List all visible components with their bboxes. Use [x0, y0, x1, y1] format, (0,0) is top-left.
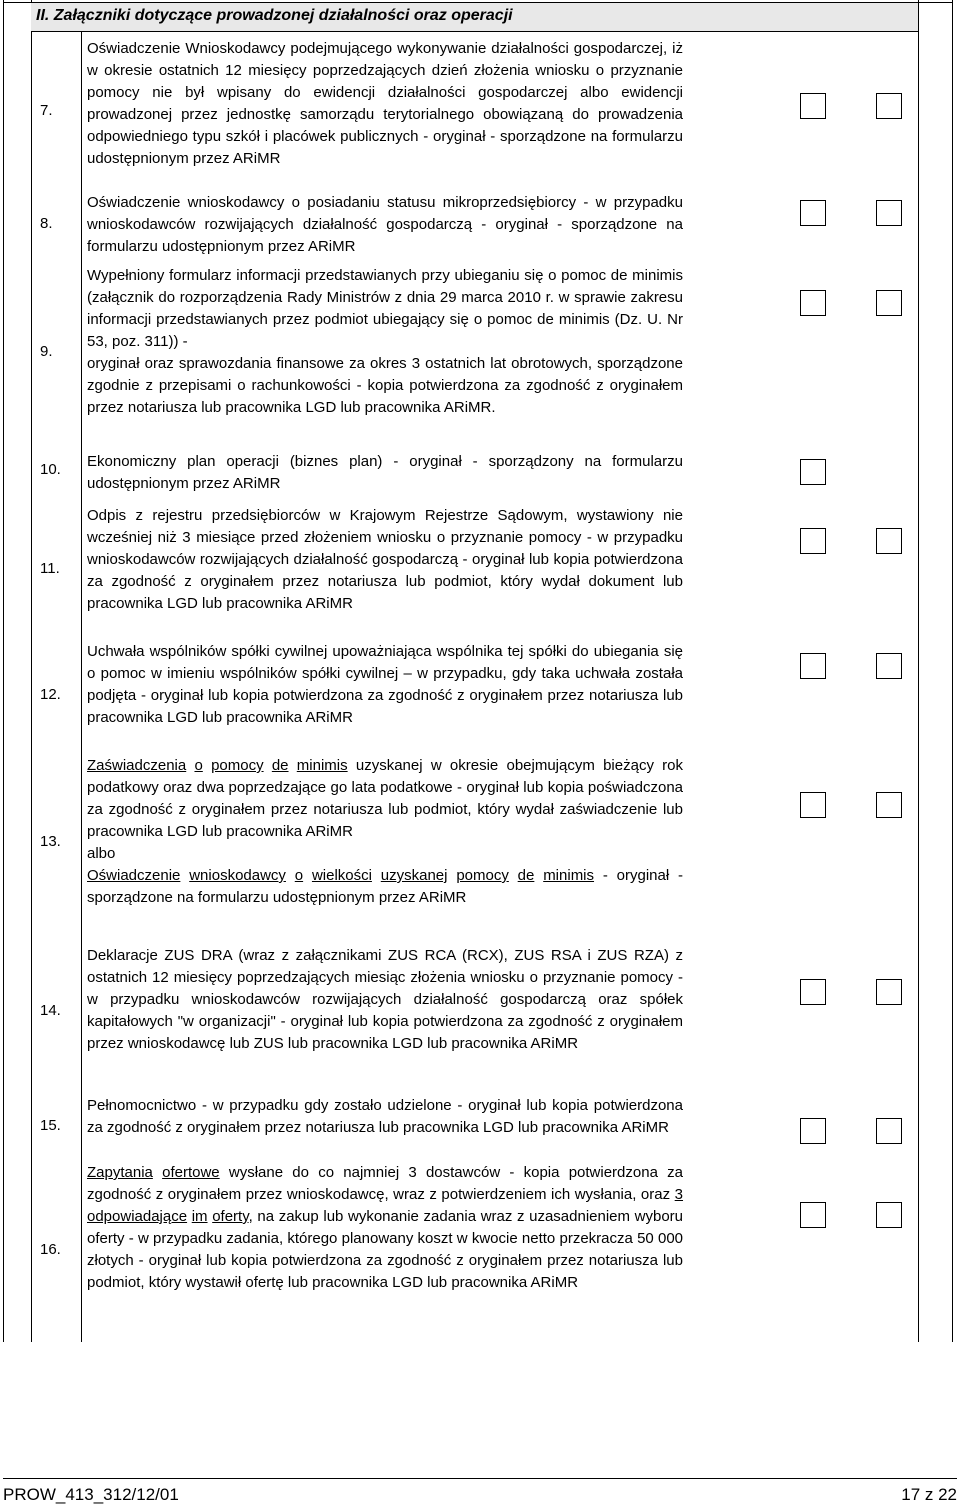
- checkbox[interactable]: [800, 528, 826, 554]
- item-15-text: Pełnomocnictwo - w przypadku gdy zostało udzielone - oryginał lub kopia potwierdzona za zgodność z oryginałem przez notariusza lub pracownika LGD lub pracownika ARiMR: [87, 1097, 683, 1136]
- item-16-text-part-a: wysłane do co najmniej 3 dostawców - kopia potwierdzona za zgodność z oryginałem przez wnioskodawcę, wraz z potwierdzeniem ich wysłania, oraz: [87, 1164, 683, 1203]
- underlined-word: im: [191, 1208, 208, 1225]
- table-border-left: [3, 0, 4, 1342]
- underlined-word: oferty: [212, 1208, 249, 1225]
- item-13-text-part-a: [87, 755, 683, 843]
- underlined-word: pomocy: [211, 757, 264, 774]
- checkbox[interactable]: [800, 1202, 826, 1228]
- item-9-text: [87, 265, 683, 419]
- table-column-divider: [81, 31, 82, 1342]
- item-number: 14.: [40, 1002, 61, 1019]
- item-11-text: Odpis z rejestru przedsiębiorców w Krajowym Rejestrze Sądowym, wystawiony nie wcześniej niż 3 miesiące przed złożeniem wniosku o przyznanie pomocy - w przypadku wnioskodawców rozwijających działalność gospodarczą - oryginał lub kopia potwierdzona za zgodność z oryginałem przez notariusza lub podmiot, który wydał dokument lub pracownika LGD lub pracownika ARiMR: [87, 507, 683, 612]
- checkbox[interactable]: [876, 528, 902, 554]
- checkbox[interactable]: [800, 290, 826, 316]
- item-number: 13.: [40, 833, 61, 850]
- item-9-text-part-b: oryginał oraz sprawozdania finansowe za okres 3 ostatnich lat obrotowych, sporządzone zgodnie z przepisami o rachunkowości - kopia potwierdzona za zgodność z oryginałem przez notariusza lub pracownika LGD lub pracownika ARiMR.: [87, 355, 683, 416]
- item-13-albo: albo: [87, 845, 116, 862]
- item-number: 8.: [40, 215, 53, 232]
- item-number: 11.: [40, 560, 60, 577]
- checkbox[interactable]: [876, 93, 902, 119]
- underlined-word: odpowiadające: [87, 1208, 188, 1225]
- item-16-text-body: [87, 1162, 683, 1294]
- item-14-text: Deklaracje ZUS DRA (wraz z załącznikami ZUS RCA (RCX), ZUS RSA i ZUS RZA) z ostatnich 12 miesięcy poprzedzających miesiąc złożenia wniosku o przyznanie pomocy - w przypadku wnioskodawców rozwijających działalność gospodarczą oraz spółek kapitałowych "w organizacji" - oryginał lub kopia potwierdzona za zgodność z oryginałem przez wnioskodawcę lub ZUS lub pracownika LGD lub pracownika ARiMR: [87, 947, 683, 1052]
- underlined-word: uzyskanej: [380, 867, 448, 884]
- document-code: PROW_413_312/12/01: [3, 1485, 179, 1504]
- underlined-word: 3: [674, 1186, 684, 1203]
- item-number: 9.: [40, 343, 53, 360]
- checkbox[interactable]: [800, 653, 826, 679]
- item-number: 7.: [40, 102, 53, 119]
- checkbox[interactable]: [876, 1118, 902, 1144]
- page-number: 17 z 22: [901, 1485, 957, 1504]
- underlined-word: o: [194, 757, 203, 774]
- underlined-word: Zaświadczenia: [87, 757, 187, 774]
- table-border-right: [952, 0, 953, 1342]
- header-bottom-border: [31, 31, 919, 32]
- item-16-text-part-b: , na zakup lub wykonanie zadania wraz z uzasadnieniem wyboru oferty - w przypadku zadania, którego planowany koszt w kwocie netto przekracza 50 000 złotych - oryginał lub kopia potwierdzona za zgodność z oryginałem przez notariusza lub podmiot, który wystawił ofertę lub pracownika LGD lub pracownika ARiMR: [87, 1208, 684, 1291]
- item-number: 12.: [40, 686, 61, 703]
- item-number: 10.: [40, 461, 61, 478]
- underlined-word: Zapytania: [87, 1164, 153, 1181]
- checkbox[interactable]: [800, 792, 826, 818]
- checkbox[interactable]: [876, 792, 902, 818]
- footer-rule: [3, 1478, 957, 1479]
- table-column-divider: [918, 0, 919, 1342]
- underlined-word: minimis: [296, 757, 348, 774]
- section-title: II. Załączniki dotyczące prowadzonej działalności oraz operacji: [36, 7, 513, 24]
- table-border-left-inner: [31, 0, 32, 1342]
- underlined-word: de: [517, 867, 535, 884]
- item-number: 15.: [40, 1117, 61, 1134]
- checkbox[interactable]: [876, 979, 902, 1005]
- underlined-word: de: [271, 757, 289, 774]
- checkbox[interactable]: [800, 459, 826, 485]
- item-12-text: Uchwała wspólników spółki cywilnej upoważniająca wspólnika tej spółki do ubiegania się o pomoc w imieniu wspólników spółki cywilnej – w przypadku, gdy taka uchwała została podjęta - oryginał lub kopia potwierdzona za zgodność z oryginałem przez notariusza lub pracownika LGD lub pracownika ARiMR: [87, 643, 683, 726]
- checkbox[interactable]: [800, 979, 826, 1005]
- underlined-word: o: [294, 867, 304, 884]
- item-10-text: Ekonomiczny plan operacji (biznes plan) - oryginał - sporządzony na formularzu udostępnionym przez ARiMR: [87, 453, 683, 492]
- item-16-text: [87, 1162, 683, 1294]
- checkbox[interactable]: [876, 200, 902, 226]
- item-13-text-part-b: [87, 865, 683, 909]
- checkbox[interactable]: [800, 93, 826, 119]
- underlined-word: Oświadczenie: [87, 867, 181, 884]
- item-number: 16.: [40, 1241, 61, 1258]
- underlined-word: wnioskodawcy: [189, 867, 286, 884]
- checkbox[interactable]: [800, 1118, 826, 1144]
- underlined-word: minimis: [543, 867, 595, 884]
- checkbox[interactable]: [876, 653, 902, 679]
- item-8-text: Oświadczenie wnioskodawcy o posiadaniu statusu mikroprzedsiębiorcy - w przypadku wnioskodawców rozwijających działalność gospodarczą - oryginał - sporządzone na formularzu udostępnionym przez ARiMR: [87, 194, 683, 255]
- underlined-word: wielkości: [311, 867, 372, 884]
- item-13-text-tail: - oryginał - sporządzone na formularzu udostępnionym przez ARiMR: [87, 867, 684, 906]
- item-13-text-body: uzyskanej w okresie obejmującym bieżący rok podatkowy oraz dwa poprzedzające go lata podatkowe - oryginał lub kopia poświadczona za zgodność z oryginałem przez notariusza lub podmiot, który wydał zaświadczenie lub pracownika LGD lub pracownika ARiMR: [87, 757, 684, 840]
- underlined-word: ofertowe: [162, 1164, 220, 1181]
- item-9-text-part-a: Wypełniony formularz informacji przedstawianych przy ubieganiu się o pomoc de minimis (załącznik do rozporządzenia Rady Ministrów z dnia 29 marca 2010 r. w sprawie zakresu informacji przedstawianych przez podmiot ubiegający się o pomoc de minimis (Dz. U. Nr 53, poz. 311)) -: [87, 267, 683, 350]
- checkbox[interactable]: [876, 1202, 902, 1228]
- checkbox[interactable]: [800, 200, 826, 226]
- underlined-word: pomocy: [456, 867, 509, 884]
- checkbox[interactable]: [876, 290, 902, 316]
- item-7-text: Oświadczenie Wnioskodawcy podejmującego wykonywanie działalności gospodarczej, iż w okresie ostatnich 12 miesięcy poprzedzających dzień złożenia wniosku o przyznanie pomocy nie był wpisany do ewidencji działalności gospodarczej albo ewidencji prowadzonej przez jednostkę samorządu terytorialnego obowiązaną do prowadzenia odpowiedniego typu szkół i placówek publicznych - oryginał - sporządzone na formularzu udostępnionym przez ARiMR: [87, 40, 683, 167]
- item-13-text: [87, 755, 683, 909]
